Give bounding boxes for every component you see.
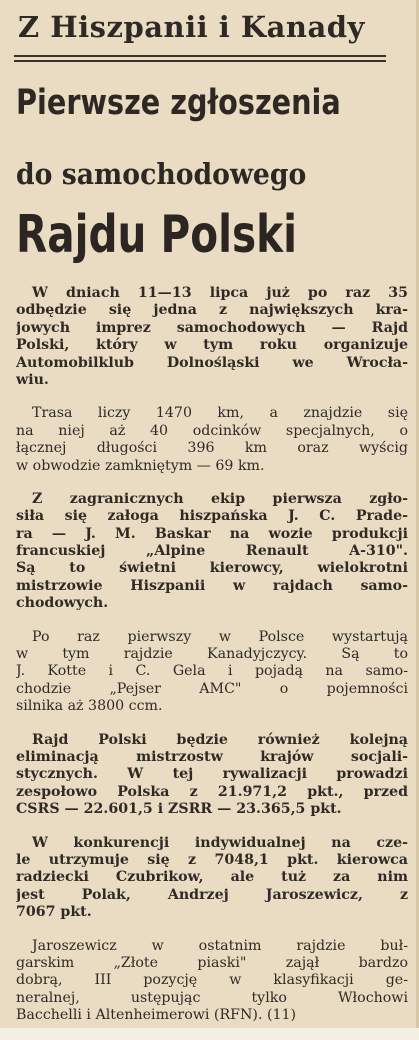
article-line: garskim „Złote piaski" zajął bardzo (16, 954, 408, 971)
article-line: radziecki Czubrikow, ale tuż za nim (16, 869, 408, 886)
article-line: W dniach 11—13 lipca już po raz 35 (32, 285, 408, 301)
article-paragraph (16, 629, 408, 716)
article-paragraph (16, 491, 408, 613)
article-line: Jaroszewicz w ostatnim rajdzie buł- (32, 937, 408, 954)
article-line: Są to świetni kierowcy, wielokrotni (16, 560, 408, 577)
article-line: le utrzymuje się z 7048,1 pkt. kierowca (16, 851, 408, 868)
article-line: francuskiej „Alpine Renault A-310". (16, 543, 408, 560)
article-line: mistrzowie Hiszpanii w rajdach samo- (16, 577, 408, 594)
article-line: chodzie „Pejser AMC" o pojemności (16, 680, 408, 697)
article-body (16, 285, 408, 1040)
headline-line-2: do samochodowego (16, 157, 307, 191)
article-line: neralnej, ustępując tylko Włochowi (16, 989, 408, 1006)
article-paragraph (16, 938, 408, 1025)
article-line: Trasa liczy 1470 km, a znajdzie się (32, 405, 408, 422)
article-line: w tym rajdzie Kanadyjczycy. Są to (16, 646, 408, 663)
article-line: W konkurencji indywidualnej na cze- (32, 834, 408, 851)
headline-line-3: Rajdu Polski (16, 205, 298, 265)
article-line: w obwodzie zamkniętym — 69 km. (16, 457, 265, 474)
article-line: wiu. (16, 371, 49, 388)
article-paragraph (16, 732, 408, 819)
article-line: J. Kotte i C. Gela i pojadą na samo- (16, 663, 408, 680)
section-rubric: Z Hiszpanii i Kanady (18, 10, 365, 44)
article-line: silnika aż 3800 ccm. (16, 698, 163, 715)
article-line: łącznej długości 396 km oraz wyścig (16, 440, 408, 457)
article-paragraph (16, 405, 408, 475)
article-line: stycznych. W tej rywalizacji prowadzi (16, 766, 408, 783)
article-line: zespołowo Polska z 21.971,2 pkt., przed (16, 783, 408, 800)
article-line: CSRS — 22.601,5 i ZSRR — 23.365,5 pkt. (16, 801, 342, 818)
rubric-rule-bottom (14, 60, 386, 62)
article-line: na niej aż 40 odcinków specjalnych, o (16, 422, 408, 439)
article-line: dobrą, III pozycję w klasyfikacji ge- (16, 972, 408, 989)
article-line: eliminacją mistrzostw krajów socjali- (16, 748, 408, 765)
article-line: siła się załoga hiszpańska J. C. Prade- (16, 508, 408, 525)
article-paragraph (16, 285, 408, 389)
article-line: Automobilklub Dolnośląski we Wrocła- (16, 354, 408, 371)
headline-line-1: Pierwsze zgłoszenia (16, 83, 341, 123)
article-line: ra — J. M. Baskar na wozie produkcji (16, 525, 408, 542)
article-line: Rajd Polski będzie również kolejną (32, 731, 408, 748)
article-line: Bacchelli i Altenheimerowi (RFN). (11) (16, 1007, 297, 1024)
article-line: Polski, który w tym roku organizuje (16, 337, 408, 354)
article-paragraph (16, 835, 408, 922)
article-line: jowych imprez samochodowych — Rajd (16, 319, 408, 336)
article-line: 7067 pkt. (16, 904, 92, 921)
article-line: chodowych. (16, 595, 109, 612)
article-line: Po raz pierwszy w Polsce wystartują (32, 628, 408, 645)
article-line: jest Polak, Andrzej Jaroszewicz, z (16, 886, 408, 903)
rubric-rule-top (14, 55, 386, 57)
article-line: Z zagranicznych ekip pierwsza zgło- (32, 490, 408, 507)
article-line: odbędzie się jedna z największych kra- (16, 302, 408, 319)
